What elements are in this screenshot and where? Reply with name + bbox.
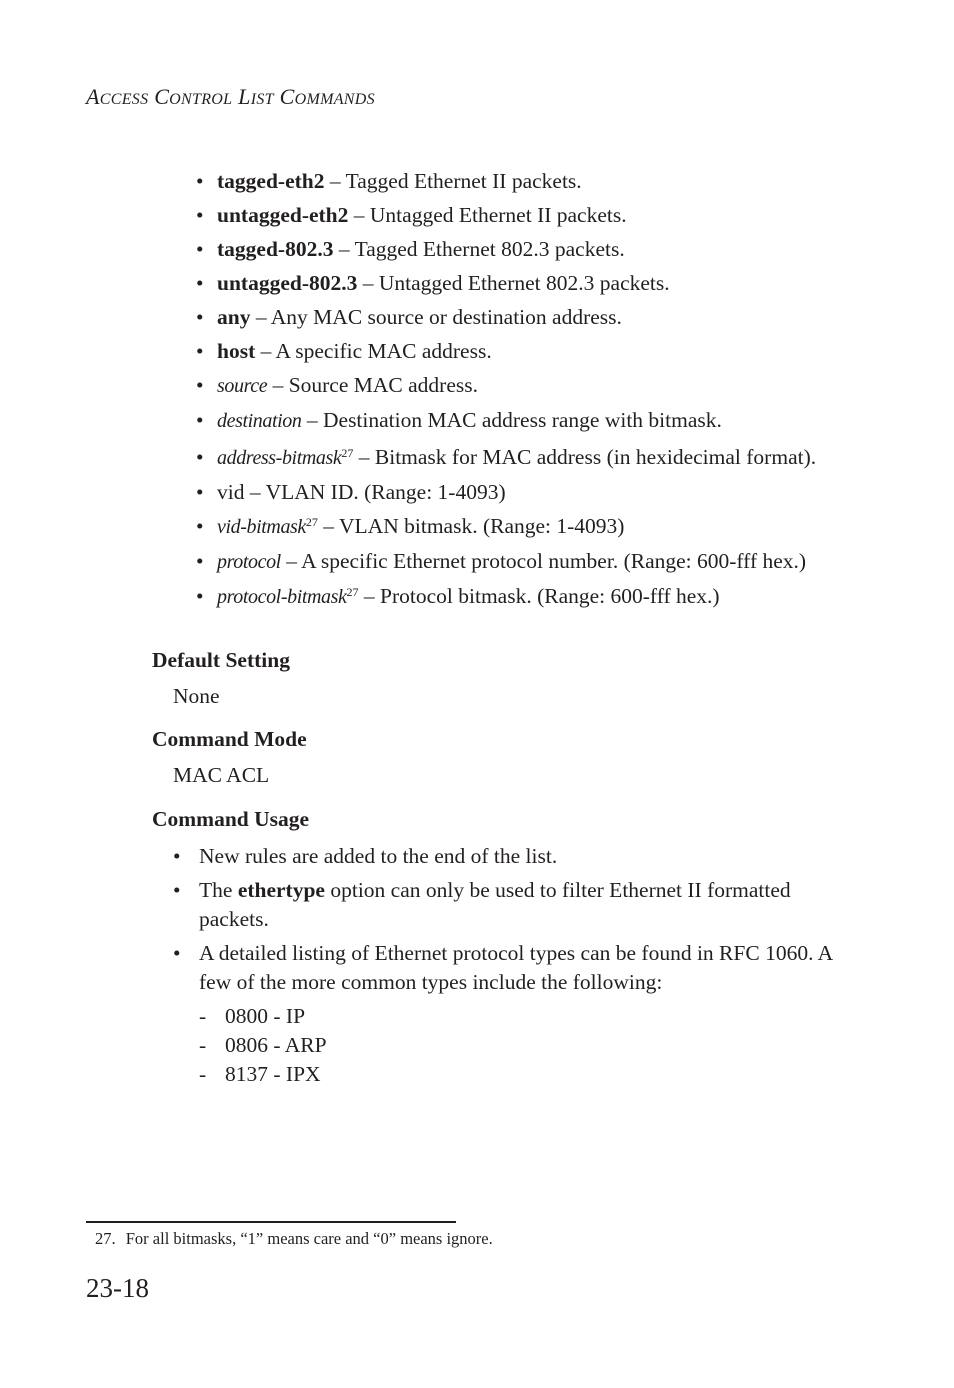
running-header: [86, 84, 375, 110]
parameter-item: [196, 201, 876, 230]
default-setting-heading: Default Setting: [152, 648, 290, 672]
parameter-item: [196, 478, 876, 507]
header-word: CONTROL: [154, 84, 233, 109]
parameter-name: protocol: [217, 551, 281, 573]
footnote-number: 27.: [95, 1229, 116, 1248]
parameter-desc: – Any MAC source or destination address.: [255, 305, 622, 329]
parameter-desc: – Destination MAC address range with bitmask.: [306, 408, 722, 432]
footnote-rule: [86, 1221, 456, 1223]
footnote-ref: 27: [341, 446, 354, 460]
parameter-item: [196, 337, 876, 366]
parameter-desc: – VLAN bitmask. (Range: 1-4093): [323, 514, 625, 538]
ethertype-keyword: ethertype: [237, 878, 325, 902]
parameter-item: [196, 303, 876, 332]
parameter-name: host: [217, 339, 256, 363]
parameter-name: address-bitmask: [217, 447, 342, 469]
footnote-text: For all bitmasks, “1” means care and “0” means ignore.: [125, 1229, 493, 1248]
parameter-item: [196, 269, 876, 298]
page-number: 23-18: [86, 1273, 149, 1303]
parameter-name: vid: [217, 480, 245, 504]
command-usage-heading: Command Usage: [152, 807, 310, 831]
parameter-item: [196, 582, 876, 612]
usage-item: • The ethertype option can only be used to filter Ethernet II formatted packets.: [173, 876, 863, 934]
parameter-item: [196, 235, 876, 264]
parameter-name: source: [217, 375, 268, 397]
usage-item: • A detailed listing of Ethernet protocol types can be found in RFC 1060. A few of the more common types include the following:: [173, 939, 863, 997]
parameter-item: [196, 371, 876, 401]
usage-item: • New rules are added to the end of the list.: [173, 842, 863, 871]
parameter-item: [196, 167, 876, 196]
parameter-name: untagged-802.3: [217, 271, 358, 295]
parameter-item: [196, 443, 876, 473]
parameter-name: vid-bitmask: [217, 516, 306, 538]
parameter-item: [196, 547, 876, 577]
footnote-ref: 27: [305, 515, 318, 529]
parameter-desc: – Source MAC address.: [272, 373, 478, 397]
header-word: COMMANDS: [279, 84, 375, 109]
header-word: LIST: [238, 84, 274, 109]
footnote-ref: 27: [346, 585, 359, 599]
protocol-type-item: - 0800 - IP: [199, 1002, 863, 1031]
parameter-name: any: [217, 305, 251, 329]
parameter-desc: – VLAN ID. (Range: 1-4093): [249, 480, 506, 504]
parameter-name: untagged-eth2: [217, 203, 349, 227]
command-usage-list: [173, 842, 863, 1089]
parameter-name: tagged-eth2: [217, 169, 325, 193]
parameter-desc: – Protocol bitmask. (Range: 600-fff hex.): [363, 584, 720, 608]
parameter-item: [196, 512, 876, 542]
parameter-name: protocol-bitmask: [217, 586, 347, 608]
footnote: [95, 1229, 493, 1249]
default-setting-value: None: [173, 684, 220, 708]
parameter-desc: – Tagged Ethernet 802.3 packets.: [338, 237, 625, 261]
parameter-desc: – A specific Ethernet protocol number. (Range: 600-fff hex.): [286, 549, 807, 573]
header-word: ACCESS: [86, 84, 149, 109]
protocol-type-item: - 8137 - IPX: [199, 1060, 863, 1089]
parameter-desc: – A specific MAC address.: [260, 339, 492, 363]
parameter-item: [196, 406, 876, 436]
protocol-type-item: - 0806 - ARP: [199, 1031, 863, 1060]
parameter-list: [196, 167, 876, 617]
parameter-desc: – Tagged Ethernet II packets.: [329, 169, 582, 193]
parameter-name: tagged-802.3: [217, 237, 334, 261]
parameter-desc: – Untagged Ethernet 802.3 packets.: [362, 271, 670, 295]
protocol-type-list: [199, 1002, 863, 1089]
command-mode-value: MAC ACL: [173, 763, 270, 787]
parameter-desc: – Bitmask for MAC address (in hexidecimal format).: [358, 445, 817, 469]
parameter-desc: – Untagged Ethernet II packets.: [353, 203, 627, 227]
command-mode-heading: Command Mode: [152, 727, 307, 751]
parameter-name: destination: [217, 410, 302, 432]
